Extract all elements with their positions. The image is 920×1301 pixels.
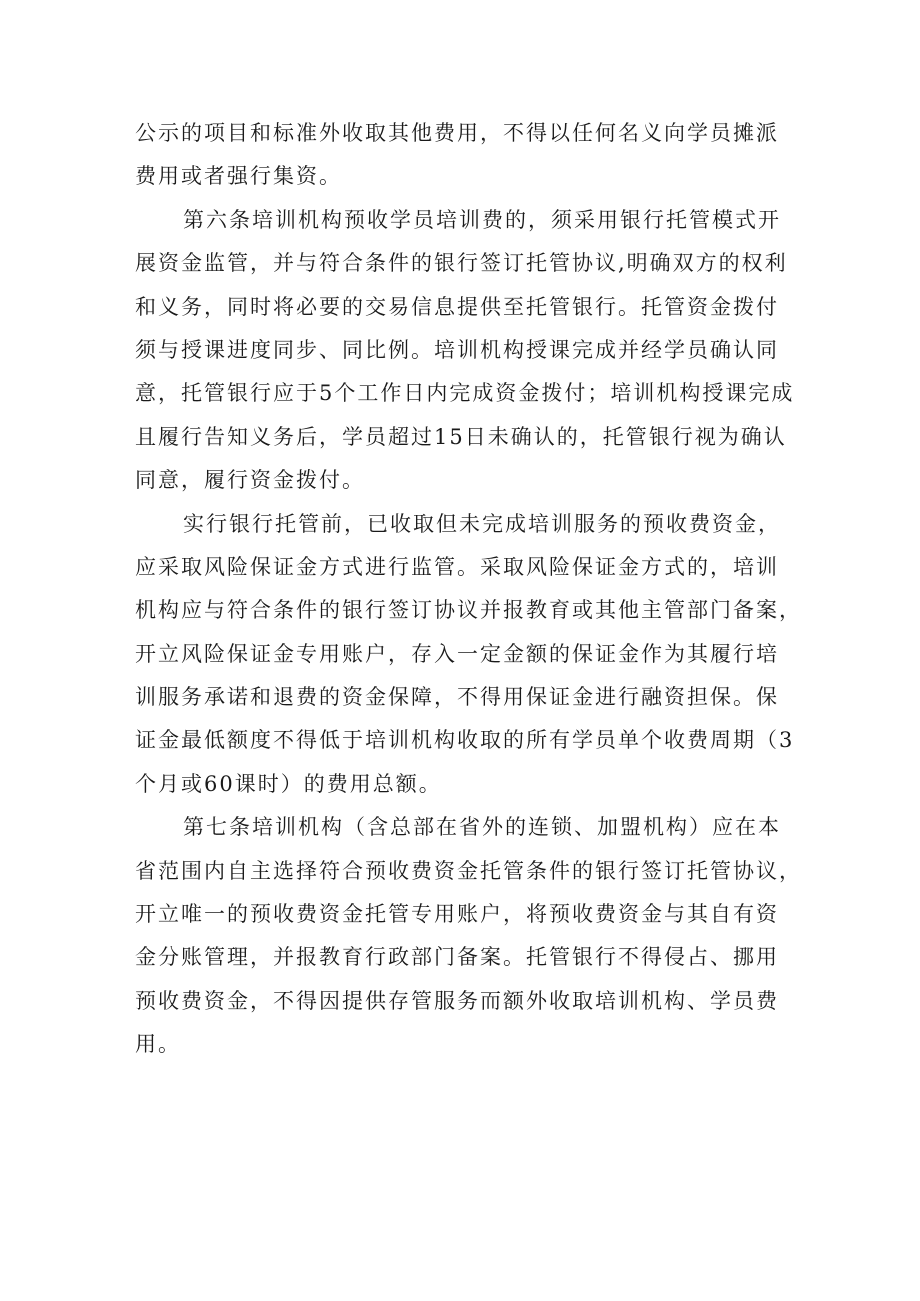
text-line: 证金最低额度不得低于培训机构收取的所有学员单个收费周期（3 bbox=[135, 728, 795, 753]
paragraph-article-7 bbox=[135, 806, 800, 1066]
paragraph-article-6 bbox=[135, 199, 800, 503]
text-line: 同意，履行资金拨付。 bbox=[135, 468, 365, 493]
text-line: 且履行告知义务后，学员超过15日未确认的，托管银行视为确认 bbox=[135, 424, 787, 449]
text-line: 公示的项目和标准外收取其他费用，不得以任何名义向学员摊派 bbox=[135, 121, 779, 145]
paragraph-continuation bbox=[135, 112, 800, 199]
text-line: 意，托管银行应于5个工作日内完成资金拨付；培训机构授课完成 bbox=[135, 381, 795, 406]
text-line: 和义务，同时将必要的交易信息提供至托管银行。托管资金拨付 bbox=[135, 294, 779, 319]
text-line: 机构应与符合条件的银行签订协议并报教育或其他主管部门备案， bbox=[135, 598, 802, 623]
text-line: 开立唯一的预收费资金托管专用账户，将预收费资金与其自有资 bbox=[135, 902, 779, 927]
text-line: 训服务承诺和退费的资金保障，不得用保证金进行融资担保。保 bbox=[135, 685, 779, 710]
text-line: 展资金监管，并与符合条件的银行签订托管协议,明确双方的权利 bbox=[135, 251, 788, 276]
text-line: 第六条培训机构预收学员培训费的，须采用银行托管模式开 bbox=[183, 207, 781, 232]
text-line: 须与授课进度同步、同比例。培训机构授课完成并经学员确认同 bbox=[135, 337, 779, 362]
text-line: 个月或60课时）的费用总额。 bbox=[135, 771, 442, 796]
text-line: 第七条培训机构（含总部在省外的连锁、加盟机构）应在本 bbox=[183, 815, 781, 840]
text-line: 金分账管理，并报教育行政部门备案。托管银行不得侵占、挪用 bbox=[135, 945, 779, 970]
text-line: 用。 bbox=[135, 1032, 181, 1057]
text-line: 预收费资金，不得因提供存管服务而额外收取培训机构、学员费 bbox=[135, 988, 779, 1013]
text-line: 应采取风险保证金方式进行监管。采取风险保证金方式的，培训 bbox=[135, 554, 779, 579]
paragraph-pre-custody bbox=[135, 503, 800, 807]
text-line: 费用或者强行集资。 bbox=[135, 164, 342, 189]
text-line: 省范围内自主选择符合预收费资金托管条件的银行签订托管协议， bbox=[135, 858, 802, 883]
document-body bbox=[135, 112, 800, 1067]
text-line: 实行银行托管前，已收取但未完成培训服务的预收费资金， bbox=[183, 511, 781, 536]
text-line: 开立风险保证金专用账户，存入一定金额的保证金作为其履行培 bbox=[135, 641, 779, 666]
